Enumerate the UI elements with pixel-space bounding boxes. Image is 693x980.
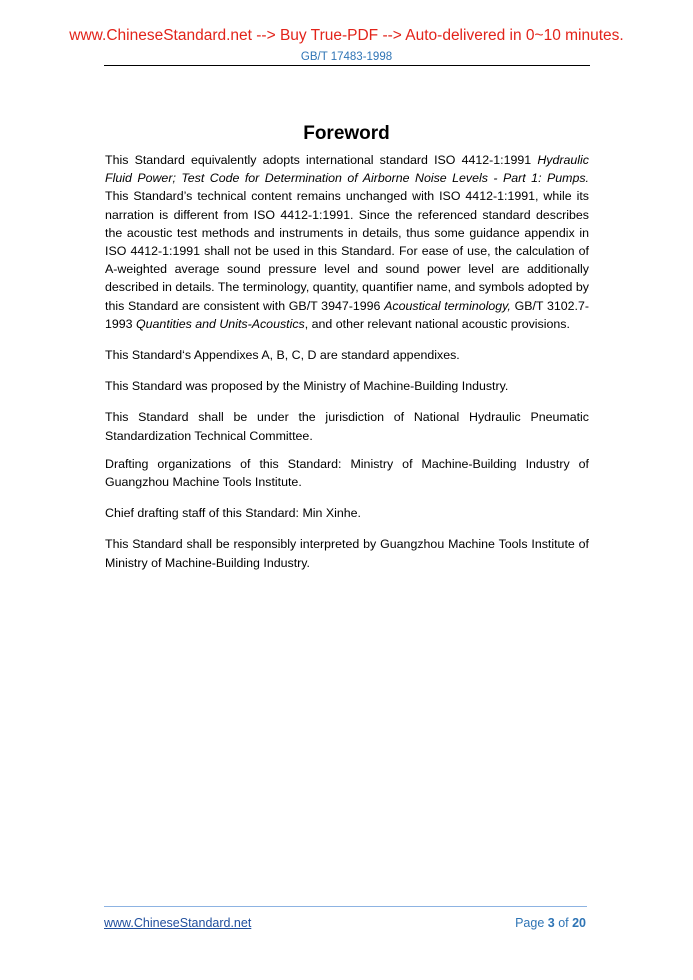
paragraph-drafting-staff: Chief drafting staff of this Standard: Min Xinhe. [105, 506, 361, 521]
iso-title-italic: Hydraulic Fluid Power; Test Code for Determination of Airborne Noise Levels - Part 1: Pumps. [105, 153, 589, 186]
page-of: of [554, 916, 573, 930]
footer-website-link[interactable]: www.ChineseStandard.net [104, 916, 252, 930]
paragraph-adoption-part-g: , and other relevant national acoustic provisions. [304, 316, 570, 331]
page-title: Foreword [303, 122, 390, 144]
quantities-units-italic: Quantities and Units-Acoustics [136, 316, 305, 331]
paragraph-drafting-organizations: Drafting organizations of this Standard: Ministry of Machine-Building Industry of Guangzhou Machine Tools Institute. [105, 456, 589, 490]
paragraph-appendixes: This Standard‘s Appendixes A, B, C, D are standard appendixes. [105, 348, 460, 363]
page-current: 3 [547, 916, 555, 930]
paragraph-interpretation: This Standard shall be responsibly interpreted by Guangzhou Machine Tools Institute of Ministry of Machine-Building Industry. [105, 537, 589, 570]
page-prefix: Page [515, 916, 548, 930]
page-number [515, 915, 586, 931]
footer-divider [104, 906, 587, 907]
promo-banner[interactable]: www.ChineseStandard.net --> Buy True-PDF --> Auto-delivered in 0~10 minutes. [69, 27, 624, 44]
foreword-body [105, 151, 589, 572]
document-code: GB/T 17483-1998 [300, 51, 393, 63]
paragraph-adoption-part-e: GB/T 3102.7-1993 [105, 298, 590, 331]
page-total: 20 [572, 916, 586, 930]
acoustical-terminology-italic: Acoustical terminology, [384, 298, 511, 313]
paragraph-adoption-part-c: This Standard’s technical content remains unchanged with ISO 4412-1:1991, while its narration is different from ISO 4412-1:1991. Since the referenced standard describes the acoustic test methods and instruments in details, thus some guidance appendix in ISO 4412-1:1991 shall not be used in this Standard. For ease of use, the calculation of A-weighted average sound pressure level and sound power level are additionally described in details. The terminology, quantity, quantifier name, and symbols adopted by this Standard are consistent with GB/T 3947-1996 [105, 189, 589, 313]
paragraph-adoption [105, 151, 589, 333]
paragraph-jurisdiction: This Standard shall be under the jurisdiction of National Hydraulic Pneumatic Standardization Technical Committee. [105, 410, 589, 443]
paragraph-proposed-by: This Standard was proposed by the Ministry of Machine-Building Industry. [105, 379, 509, 394]
header-divider [104, 65, 590, 66]
paragraph-adoption-part-a: This Standard equivalently adopts international standard ISO 4412-1:1991 [105, 153, 538, 167]
